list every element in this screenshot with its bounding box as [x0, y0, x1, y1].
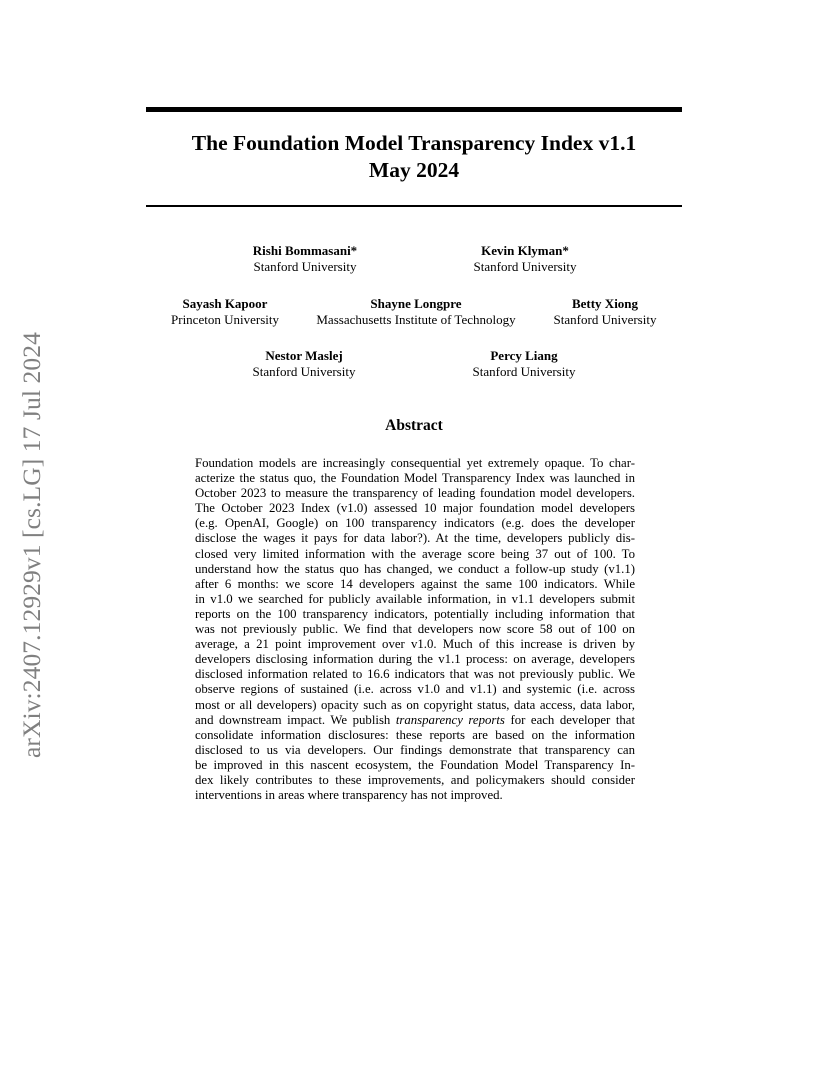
author-name: Kevin Klyman* [481, 243, 569, 258]
author-name: Rishi Bommasani* [252, 243, 358, 258]
abstract-line: closed very limited information with the average score being 37 out of 100. To [195, 546, 635, 561]
abstract-line: most or all developers) opacity such as on copyright status, data access, data labor, [195, 697, 635, 712]
transparency-reports-emphasis: transparency reports [395, 712, 505, 727]
abstract-text-segment: for each developer that [504, 712, 636, 727]
abstract-line [195, 713, 635, 728]
abstract-text-segment: and downstream impact. We publish [195, 712, 396, 727]
author-block [306, 296, 526, 328]
title-line-2: May 2024 [368, 158, 460, 182]
abstract-line: (e.g. OpenAI, Google) on 100 transparency indicators (e.g. does the developer [195, 516, 635, 531]
abstract-line: be improved in this nascent ecosystem, the Foundation Model Transparency In- [195, 757, 635, 772]
abstract-body [195, 456, 635, 803]
abstract-line: Foundation models are increasingly consequential yet extremely opaque. To char- [195, 456, 635, 470]
abstract-line: in v1.0 we searched for publicly available information, in v1.1 developers submit [195, 591, 635, 606]
abstract-line: reports on the 100 transparency indicators, potentially including information that [195, 606, 635, 621]
author-block [435, 243, 615, 275]
author-block [155, 296, 295, 328]
title-line-1: The Foundation Model Transparency Index v1.1 [191, 131, 637, 155]
author-affiliation: Stanford University [253, 259, 357, 274]
abstract-line: developers disclosing information during the v1.1 process: on average, developers [195, 652, 635, 667]
author-name: Shayne Longpre [370, 296, 462, 311]
author-block [215, 243, 395, 275]
abstract-line: observe regions of sustained (i.e. across v1.0 and v1.1) and systemic (i.e. across [195, 682, 635, 697]
abstract-line: was not previously public. We find that developers now score 58 out of 100 on [195, 622, 635, 637]
abstract-line: The October 2023 Index (v1.0) assessed 10 major foundation model developers [195, 501, 635, 516]
title-top-rule [146, 107, 682, 112]
title-bottom-rule [146, 205, 682, 207]
author-affiliation: Princeton University [171, 312, 279, 327]
abstract-line: average, a 21 point improvement over v1.0. Much of this increase is driven by [195, 637, 635, 652]
abstract-line: acterize the status quo, the Foundation Model Transparency Index was launched in [195, 471, 635, 486]
author-affiliation: Stanford University [553, 312, 657, 327]
abstract-line: consolidate information disclosures: these reports are based on the information [195, 727, 635, 742]
author-affiliation: Massachusetts Institute of Technology [316, 312, 516, 327]
author-block [537, 296, 673, 328]
paper-title [146, 130, 682, 184]
abstract-line: October 2023 to measure the transparency of leading foundation model developers. [195, 486, 635, 501]
abstract-heading: Abstract [385, 417, 443, 434]
author-name: Sayash Kapoor [182, 296, 268, 311]
abstract-line: disclosed to us via developers. Our findings demonstrate that transparency can [195, 742, 635, 757]
abstract-line: interventions in areas where transparency has not improved. [195, 788, 503, 803]
author-name: Percy Liang [490, 348, 558, 363]
author-name: Nestor Maslej [265, 348, 343, 363]
abstract-line: disclose the wages it pays for data labor?). At the time, developers publicly dis- [195, 531, 635, 546]
arxiv-identifier-stamp: arXiv:2407.12929v1 [cs.LG] 17 Jul 2024 [17, 332, 46, 758]
abstract-line: understand how the status quo has changed, we conduct a follow-up study (v1.1) [195, 561, 635, 576]
author-name: Betty Xiong [571, 296, 639, 311]
abstract-line: disclosed information related to 16.6 indicators that was not previously public. We [195, 667, 635, 682]
author-block [434, 348, 614, 380]
author-affiliation: Stanford University [472, 364, 576, 379]
author-block [214, 348, 394, 380]
author-affiliation: Stanford University [252, 364, 356, 379]
author-affiliation: Stanford University [473, 259, 577, 274]
abstract-line: dex likely contributes to these improvements, and policymakers should consider [195, 772, 635, 787]
abstract-line: after 6 months: we score 14 developers against the same 100 indicators. While [195, 576, 635, 591]
